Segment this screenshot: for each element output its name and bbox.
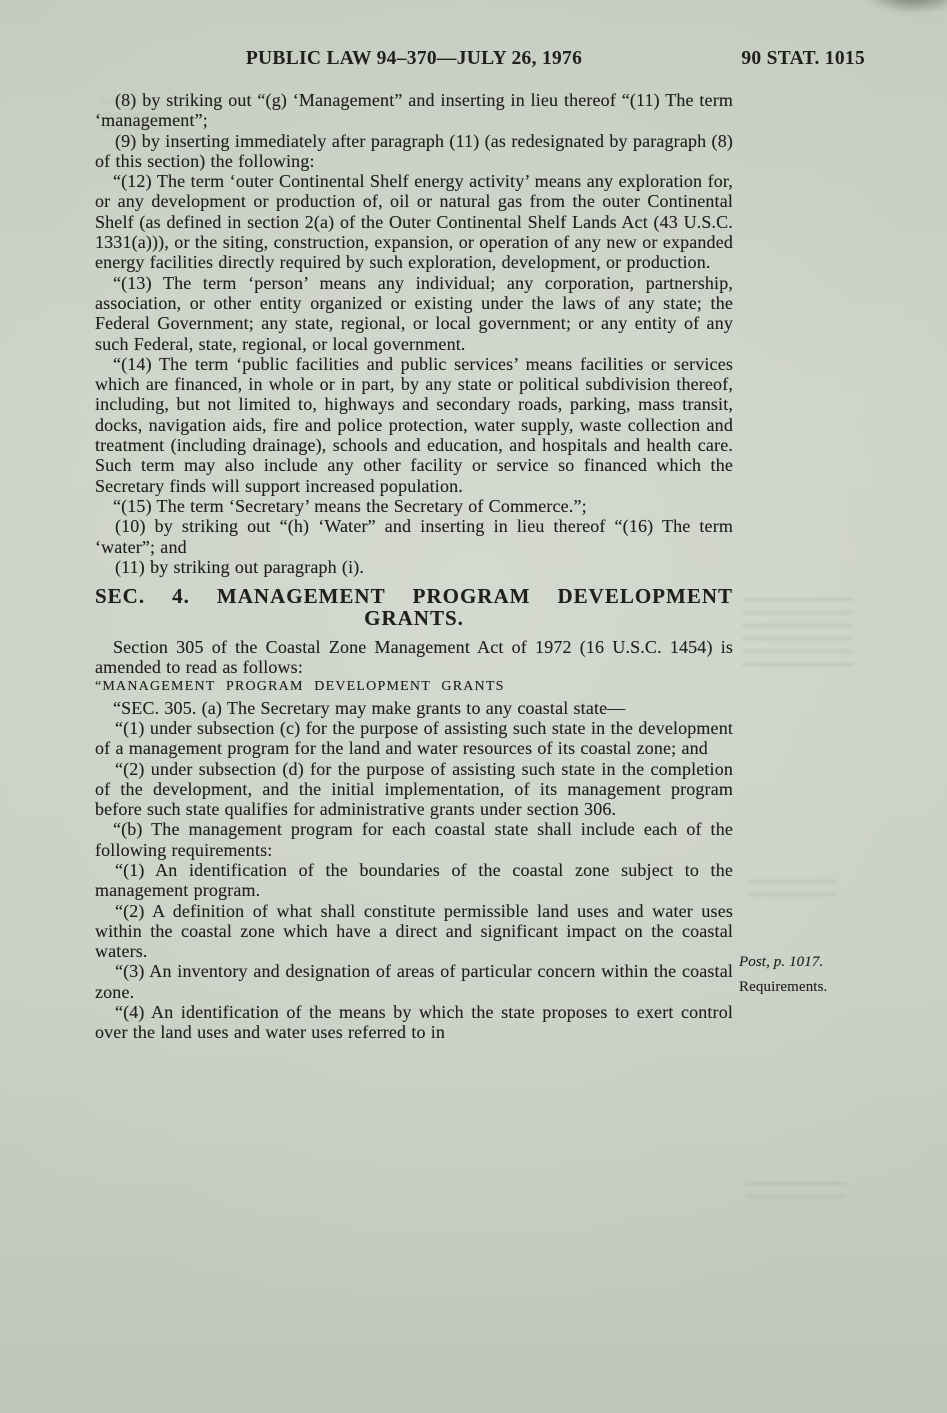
bleed-through-artifact: [742, 598, 854, 676]
bleed-through-artifact: [746, 1182, 846, 1198]
sec-305a-clause-2: “(2) under subsection (d) for the purpose of assisting such state in the completion of the development, and the initial implementation, of its management program before such state qualifies for administrative grants under section 306.: [95, 758, 733, 820]
section-4-heading-line2: GRANTS.: [364, 606, 464, 631]
section-4-heading-word: 4.: [172, 584, 190, 609]
sec-305a-lead: “SEC. 305. (a) The Secretary may make grants to any coastal state—: [113, 697, 626, 718]
amendment-clause-11: (11) by striking out paragraph (i).: [115, 556, 365, 577]
definition-12-ocs-energy-activity: “(12) The term ‘outer Continental Shelf energy activity’ means any exploration for, or any development or production of, oil or natural gas from the outer Continental Shelf (as defined in section 2(a) of the Outer Continental Shelf Lands Act (43 U.S.C. 1331(a))), or the siting, construction, expansion, or operation of any new or expanded energy facilities directly required by such exploration, development, or production.: [95, 171, 733, 273]
definition-14-public-facilities: “(14) The term ‘public facilities and public services’ means facilities or services which are financed, in whole or in part, by any state or political subdivision thereof, including, but not limited to, highways and secondary roads, parking, mass transit, docks, navigation aids, fire and police protection, water supply, waste collection and treatment (including drainage), schools and education, and hospitals and health care. Such term may also include any other facility or service so financed which the Secretary finds will support increased population.: [95, 353, 733, 496]
sec-305b-requirement-2: “(2) A definition of what shall constitute permissible land uses and water uses within the coastal zone which have a direct and significant impact on the coastal waters.: [95, 900, 733, 962]
amendment-clause-10: (10) by striking out “(h) ‘Water” and inserting in lieu thereof “(16) The term ‘water”; and: [95, 516, 733, 557]
statute-text-column: [95, 90, 733, 1043]
section-305-amendment-intro: Section 305 of the Coastal Zone Management Act of 1972 (16 U.S.C. 1454) is amended to read as follows:: [95, 636, 733, 678]
section-4-heading-word: PROGRAM: [412, 584, 531, 609]
section-4-heading-word: MANAGEMENT: [216, 584, 386, 609]
sec-305b-requirement-3: “(3) An inventory and designation of areas of particular concern within the coastal zone.: [95, 961, 733, 1002]
margin-note-post-reference: Post, p. 1017.: [739, 954, 824, 970]
definition-13-person: “(13) The term ‘person’ means any individual; any corporation, partnership, association, or other entity organized or existing under the laws of any state; the Federal Government; any state, regional, or local government; or any entity of any such Federal, state, regional, or local government.: [95, 272, 733, 354]
sec-305b-requirement-1: “(1) An identification of the boundaries of the coastal zone subject to the management program.: [95, 859, 733, 901]
amendment-clause-9: (9) by inserting immediately after paragraph (11) (as redesignated by paragraph (8) of this section) the following:: [95, 130, 733, 171]
definition-15-secretary: “(15) The term ‘Secretary’ means the Secretary of Commerce.”;: [113, 495, 587, 516]
sec-305a-clause-1: “(1) under subsection (c) for the purpose of assisting such state in the development of a management program for the land and water resources of its coastal zone; and: [95, 717, 733, 759]
page-header: [95, 48, 865, 74]
law-title: PUBLIC LAW 94–370—JULY 26, 1976: [245, 48, 583, 69]
sec-305b-requirement-4: “(4) An identification of the means by which the state proposes to exert control over the land uses and water uses referred to in: [95, 1002, 733, 1043]
scan-smudge-artifact: [843, 0, 947, 22]
section-4-heading-word: SEC.: [95, 584, 146, 609]
section-4-heading-word: DEVELOPMENT: [557, 584, 733, 609]
sec-305b-lead: “(b) The management program for each coastal state shall include each of the following requirements:: [95, 819, 733, 860]
stat-citation: 90 STAT. 1015: [741, 48, 865, 69]
bleed-through-artifact: [748, 880, 838, 896]
amendment-clause-8: (8) by striking out “(g) ‘Management” and inserting in lieu thereof “(11) The term ‘management”;: [95, 90, 733, 131]
margin-note-requirements: Requirements.: [739, 979, 828, 995]
section-4-heading: [95, 584, 733, 609]
center-heading-development-grants: “MANAGEMENT PROGRAM DEVELOPMENT GRANTS: [95, 679, 505, 695]
